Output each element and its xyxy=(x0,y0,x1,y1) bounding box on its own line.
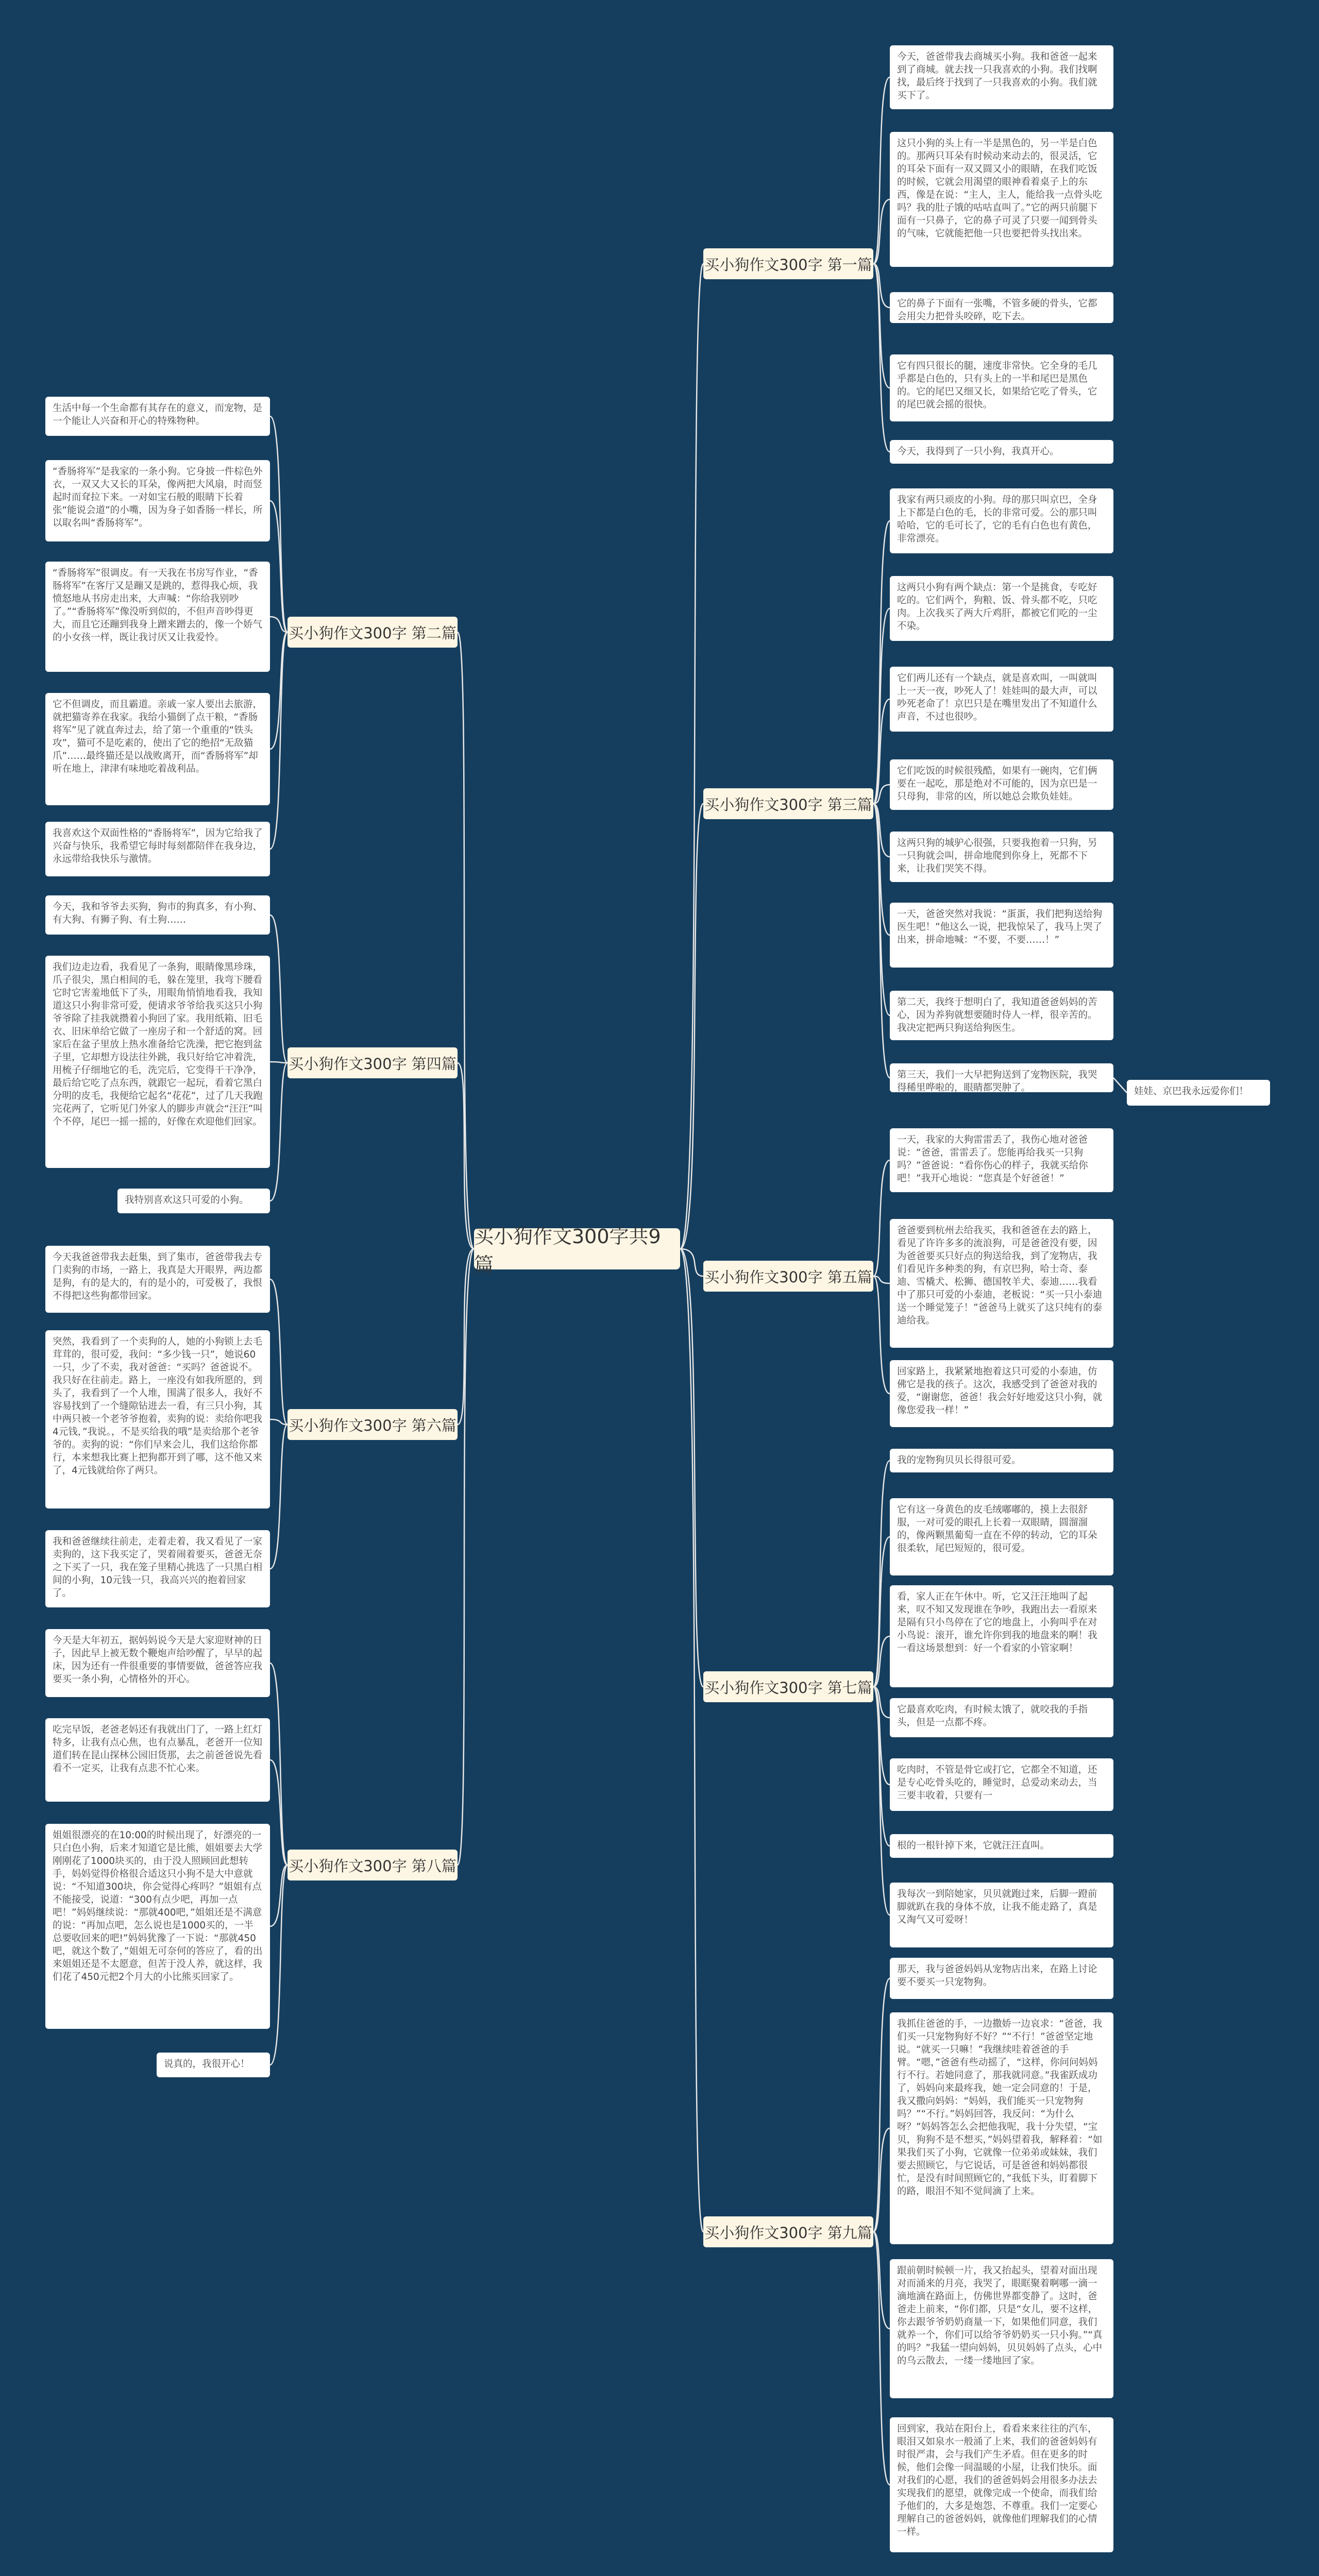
branch-link xyxy=(270,1425,288,1569)
leaf-card[interactable]: 看，家人正在午休中。听，它又汪汪地叫了起来，叹不知又发现谁在争吵，我跑出去一看原来是隔有只小鸟停在了它的地盘上，小狗叫乎在对小鸟说：滚开，谁允许你到我的地盘来的啊！我一看这场景想到：好一个看家的小管家啊！ xyxy=(890,1585,1113,1687)
leaf-card[interactable]: 一天，爸爸突然对我说：“蛋蛋，我们把狗送给狗医生吧！”他这么一说，把我惊呆了，我马上哭了出来，拼命地喊：“不要，不要……！” xyxy=(890,903,1113,968)
root-link-5 xyxy=(680,1249,703,1276)
leaf-card[interactable]: 吃肉时，不管是骨它或打它，它都全不知道，还是专心吃骨头吃的，睡觉时，总爱动来动去，当三要丰收着，只要有一 xyxy=(890,1758,1113,1811)
branch-node-4[interactable]: 买小狗作文300字 第四篇 xyxy=(288,1047,458,1078)
branch-link xyxy=(873,699,890,804)
branch-link xyxy=(873,77,890,264)
branch-link xyxy=(270,632,288,849)
branch-link xyxy=(873,1978,890,2232)
branch-link xyxy=(270,1279,288,1425)
branch-link xyxy=(873,1687,890,1915)
leaf-card[interactable]: 这两只小狗有两个缺点：第一个是挑食，专吃好吃的。它们两个，狗粮、饭、骨头都不吃，只吃肉。上次我买了两大斤鸡肝，都被它们吃的一尘不染。 xyxy=(890,576,1113,641)
branch-link xyxy=(873,264,890,452)
leaf-card[interactable]: 它们吃饭的时候很残酷，如果有一碗肉，它们俩要在一起吃，那是绝对不可能的，因为京巴是一只母狗，非常的凶，所以她总会欺负娃娃。 xyxy=(890,759,1113,810)
leaf-card[interactable]: 今天，爸爸带我去商城买小狗。我和爸爸一起来到了商城。就去找一只我喜欢的小狗。我们找啊找，最后终于找到了一只我喜欢的小狗。我们就买下了。 xyxy=(890,45,1113,109)
root-link-9 xyxy=(680,1249,703,2232)
branch-link xyxy=(270,617,288,632)
branch-node-1[interactable]: 买小狗作文300字 第一篇 xyxy=(703,248,873,279)
branch-link xyxy=(873,1687,890,1718)
leaf-card[interactable]: 爸爸要到杭州去给我买，我和爸爸在去的路上，看见了许许多多的流浪狗，可是爸爸没有要，因为爸爸要买只好点的狗送给我，到了宠物店，我们看见许多种类的狗，有京巴狗，哈士奇、泰迪、雪橇犬、松狮、德国牧羊犬、泰迪……我看中了那只可爱的小泰迪，老板说：“买一只小泰迪送一个睡觉笼子！”爸爸马上就买了这只纯有的泰迪给我。 xyxy=(890,1219,1113,1348)
branch-link xyxy=(873,2128,890,2232)
branch-link xyxy=(873,785,890,804)
branch-link xyxy=(270,416,288,632)
leaf-card[interactable]: 回到家，我站在阳台上，看看来来往往的汽车，眼泪又如泉水一般涌了上来，我们的爸爸妈妈有时很严肃，会与我们产生矛盾。但在更多的时候，他们会像一间温暖的小屋，让我们快乐。面对我们的心愿，我们的爸爸妈妈会用很多办法去实现我们的愿望，就像完成一个使命，而我们给予他们的，大多是炮怨、不尊重。我们一定要心理解自己的爸爸妈妈，就像他们理解我们的心情一样。 xyxy=(890,2417,1113,2552)
branch-link xyxy=(270,1760,288,1865)
leaf-card[interactable]: 今天，我得到了一只小狗，我真开心。 xyxy=(890,440,1113,464)
leaf-card[interactable]: 第二天，我终于想明白了，我知道爸爸妈妈的苦心，因为养狗就想要随时侍人一样，很辛苦的。我决定把两只狗送给狗医生。 xyxy=(890,991,1113,1040)
leaf-card[interactable]: 根的一根针掉下来，它就汪汪直叫。 xyxy=(890,1834,1113,1858)
branch-link xyxy=(270,1865,288,1926)
leaf-card[interactable]: 今天是大年初五，据妈妈说今天是大家迎财神的日子，因此早上被无数个鞭炮声给吵醒了，早早的起床，因为还有一件很重要的事情要做，爸爸答应我要买一条小狗，心情格外的开心。 xyxy=(45,1629,270,1697)
leaf-card[interactable]: 我的宠物狗贝贝长得很可爱。 xyxy=(890,1449,1113,1472)
branch-node-6[interactable]: 买小狗作文300字 第六篇 xyxy=(288,1409,458,1440)
leaf-card[interactable]: 吃完早饭，老爸老妈还有我就出门了，一路上红灯特多，让我有点心焦，也有点暴乱，老爸开一位知道们转在昆山探林公园旧货那，去之前爸爸说先看看不一定买，让我有点悲不忙心来。 xyxy=(45,1718,270,1802)
leaf-card[interactable]: 今天我爸爸带我去赶集，到了集市，爸爸带我去专门卖狗的市场，一路上，我真是大开眼界，两边都是狗，有的是大的，有的是小的，可爱极了，我恨不得把这些狗都带回家。 xyxy=(45,1246,270,1313)
leaf-card[interactable]: 它不但调皮，而且霸道。亲戚一家人要出去旅游，就把猫寄养在我家。我给小猫倒了点干粮，“香肠将军”见了就直奔过去，给了第一个重重的“铁头攻”，猫可不是吃素的，使出了它的绝招“无敌猫爪”……最终猫还是以战败离开，而“香肠将军”却听在地上，津津有味地吃着战利品。 xyxy=(45,693,270,805)
branch-node-2[interactable]: 买小狗作文300字 第二篇 xyxy=(288,617,458,648)
root-link-1 xyxy=(680,264,703,1249)
leaf-card[interactable]: “香肠将军”很调皮。有一天我在书房写作业，“香肠将军”在客厅又是蹦又是跳的，惹得我心烦，我愤怒地从书房走出来，大声喊：“你给我别吵了。”“香肠将军”像没听到似的，不但声音吵得更大，而且它还蹦到我身上蹭来蹭去的，像一个娇气的小女孩一样，既让我讨厌又让我爱怜。 xyxy=(45,562,270,672)
root-link-3 xyxy=(680,804,703,1249)
branch-link xyxy=(873,1461,890,1687)
branch-link xyxy=(873,2232,890,2329)
mindmap-root[interactable]: 买小狗作文300字共9篇 xyxy=(474,1228,680,1269)
leaf-card[interactable]: 今天，我和爷爷去买狗，狗市的狗真多，有小狗、有大狗、有狮子狗、有土狗…… xyxy=(45,895,270,935)
leaf-card[interactable]: 它的鼻子下面有一张嘴，不管多硬的骨头，它都会用尖力把骨头咬碎，吃下去。 xyxy=(890,292,1113,323)
branch-link xyxy=(873,2232,890,2485)
branch-node-7[interactable]: 买小狗作文300字 第七篇 xyxy=(703,1671,873,1702)
leaf-card[interactable]: 跟前朝时候顿一片，我又抬起头，望着对面出现对而涌来的月亮，我哭了，眼眶聚着啊哪一滴一滴地滴在路面上，仿佛世界都变静了。这时，爸爸走上前来，“你们都，只是“女儿，要不这样，你去跟爷爷奶奶商量一下，如果他们同意，我们就养一个，你们可以给爷爷奶奶买一只小狗。”“真的吗？”我猛一望向妈妈，贝贝妈妈了点头，心中的乌云散去，一缕一缕地回了家。 xyxy=(890,2259,1113,2398)
leaf-card[interactable]: 它有四只很长的腿，速度非常快。它全身的毛几乎都是白色的，只有头上的一半和尾巴是黑色的。它的尾巴又细又长，如果给它吃了骨头，它的尾巴就会摇的很快。 xyxy=(890,354,1113,421)
leaf-card[interactable]: 它们两儿还有一个缺点，就是喜欢叫，一叫就叫上一天一夜，吵死人了！娃娃叫的最大声，可以吵死老命了！京巴只是在嘴里发出了不知道什么声音，不过也很吵。 xyxy=(890,667,1113,732)
root-link-6 xyxy=(458,1249,474,1425)
branch-link xyxy=(873,804,890,1015)
root-link-8 xyxy=(458,1249,474,1865)
leaf-card[interactable]: 那天，我与爸爸妈妈从宠物店出来，在路上讨论要不要买一只宠物狗。 xyxy=(890,1958,1113,1999)
branch-link xyxy=(270,501,288,632)
branch-node-9[interactable]: 买小狗作文300字 第九篇 xyxy=(703,2216,873,2247)
leaf-link xyxy=(1113,1078,1127,1093)
leaf-card[interactable]: 第三天，我们一大早把狗送到了宠物医院，我哭得稀里哗啦的，眼睛都哭肿了。 xyxy=(890,1063,1113,1092)
leaf-card[interactable]: 回家路上，我紧紧地抱着这只可爱的小泰迪，仿佛它是我的孩子。这次，我感受到了爸爸对我的爱，“谢谢您，爸爸！我会好好地爱这只小狗，就像您爱我一样！” xyxy=(890,1360,1113,1427)
branch-link xyxy=(270,1063,288,1201)
branch-link xyxy=(270,1865,288,2065)
leaf-card[interactable]: 生活中每一个生命都有其存在的意义，而宠物，是一个能让人兴奋和开心的特殊物种。 xyxy=(45,397,270,436)
tail-card[interactable]: 我特别喜欢这只可爱的小狗。 xyxy=(117,1189,270,1213)
branch-link xyxy=(270,1419,288,1425)
root-link-2 xyxy=(458,632,474,1249)
leaf-card[interactable]: 它有这一身黄色的皮毛绒嘟嘟的，摸上去很舒服，一对可爱的眼孔上长着一双眼睛，圆溜溜的，像两颗黑葡萄一直在不停的转动，它的耳朵很柔软，尾巴短短的，很可爱。 xyxy=(890,1498,1113,1575)
tail-card[interactable]: 说真的，我很开心！ xyxy=(157,2053,270,2077)
branch-link xyxy=(270,915,288,1063)
leaf-card[interactable]: 姐姐很漂亮的在10:00的时候出现了，好漂亮的一只白色小狗，后来才知道它是比熊，姐姐要去大学刚刚花了1000块买的，由于没人照顾回此想转手，妈妈觉得价格很合适这只小狗不是大中意就说：“不知道300块，你会觉得心疼吗？”姐姐有点不能接受，说道：“300有点少吧，再加一点吧！”妈妈继续说：“那就400吧，”姐姐还是不满意的说：“再加点吧，怎么说也是1000买的，一半总要收回来的吧!”妈妈犹豫了一下说：“那就450吧，就这个数了，”姐姐无可奈何的答应了，看的出来姐姐还是不太愿意，但苦于没人养，就这样，我们花了450元把2个月大的小比熊买回家了。 xyxy=(45,1824,270,2029)
branch-link xyxy=(873,264,890,308)
branch-link xyxy=(873,608,890,804)
branch-link xyxy=(873,521,890,804)
root-link-4 xyxy=(458,1063,474,1249)
branch-link xyxy=(873,804,890,857)
leaf-card[interactable]: 一天，我家的大狗雷雷丢了，我伤心地对爸爸说：“爸爸，雷雷丢了。您能再给我买一只狗吗？”爸爸说：“看你伤心的样子，我就买给你吧！”我开心地说：“您真是个好爸爸！” xyxy=(890,1128,1113,1192)
leaf-card[interactable]: 我喜欢这个双面性格的“香肠将军”，因为它给我了兴奋与快乐，我希望它每时每刻都陪伴在我身边，永远带给我快乐与激情。 xyxy=(45,822,270,876)
branch-link xyxy=(873,1537,890,1687)
branch-link xyxy=(873,1276,890,1394)
leaf-card[interactable]: 我每次一到陪她家，贝贝就跑过来，后脚一蹬前脚就趴在我的身体不放，让我不能走路了，真是又淘气又可爱呀！ xyxy=(890,1883,1113,1947)
leaf-card[interactable]: 这两只狗的城驴心很强，只要我抱着一只狗，另一只狗就会叫，拼命地爬到你身上，死都不下来，让我们哭笑不得。 xyxy=(890,832,1113,882)
leaf-card[interactable]: 突然，我看到了一个卖狗的人，她的小狗锁上去毛茸茸的，很可爱，我问：“多少钱一只”，她说60一只，少了不卖，我对爸爸：“买吗？爸爸说不。我只好在往前走。路上，一座没有如我所愿的，到头了，我看到了一个人堆，围满了很多人，我好不容易找到了一个缝隙钻进去一看，有三只小狗，其中两只被一个老爷爷抱着，卖狗的说：卖给你吧我4元钱，”我说。，不是买给我的哦”是卖给那个老爷爷的。卖狗的说：“你们早来会儿，我们这给你都行，本来想我比赛上把狗都开到了哪，这不他又来了，4元钱就给你了两只。 xyxy=(45,1330,270,1509)
leaf-card[interactable]: 我家有两只顽皮的小狗。母的那只叫京巴，全身上下都是白色的毛，长的非常可爱。公的那只叫哈哈，它的毛可长了，它的毛有白色也有黄色，非常漂亮。 xyxy=(890,488,1113,553)
branch-link xyxy=(270,1062,288,1063)
branch-link xyxy=(873,264,890,388)
branch-link xyxy=(873,1687,890,1785)
leaf-card[interactable]: 这只小狗的头上有一半是黑色的，另一半是白色的。那两只耳朵有时候动来动去的，很灵活，它的耳朵下面有一双又圆又小的眼睛，在我们吃饭的时候，它就会用渴望的眼神看着桌子上的东西，像是在说：“主人，主人，能给我一点骨头吃吗？我的肚子饿的咕咕直叫了。”它的两只前腿下面有一只鼻子，它的鼻子可灵了只要一闻到骨头的气味，它就能把他一只也要把骨头找出来。 xyxy=(890,132,1113,267)
leaf-card[interactable]: 它最喜欢吃肉，有时候太饿了，就咬我的手指头，但是一点都不疼。 xyxy=(890,1698,1113,1737)
leaf-card[interactable]: 我和爸爸继续往前走，走着走着，我又看见了一家卖狗的，这下我买定了，哭着闹着要买，爸爸无奈之下买了一只，我在笼子里精心挑选了一只黑白相间的小狗，10元钱一只，我高兴兴的抱着回家了。 xyxy=(45,1530,270,1607)
branch-link xyxy=(873,1276,890,1283)
leaf-card[interactable]: 我们边走边看，我看见了一条狗，眼睛像黑珍珠，爪子很尖，黑白相间的毛，躲在笼里，我弯下腰看它时它害羞地低下了头，用眼角悄悄地看我，我知道这只小狗非常可爱，便请求爷爷给我买这只小狗爷爷除了挂我就攒着小狗回了家。我用纸箱、旧毛衣、旧床单给它做了一座房子和一个舒适的窝。回家后在盆子里放上热水准备给它洗澡，把它抱到盆子里，它却想方设法往外跳，我只好给它冲着洗，用梳子仔细地它的毛，洗完后，它变得干干净净，最后给它吃了点东西，就跟它一起玩，看着它黑白分明的皮毛，我便给它起名“花花”，过了几天我跑完花两了，它听见门外家人的脚步声就会“汪汪”叫个不停，尾巴一摇一摇的，好像在欢迎他们回家。 xyxy=(45,956,270,1168)
branch-link xyxy=(873,1160,890,1276)
root-link-7 xyxy=(680,1249,703,1687)
branch-node-8[interactable]: 买小狗作文300字 第八篇 xyxy=(288,1850,458,1880)
branch-link xyxy=(270,1663,288,1865)
branch-link xyxy=(873,804,890,1078)
leaf-card[interactable]: 我抓住爸爸的手，一边撒娇一边哀求：“爸爸，我们买一只宠物狗好不好？”“不行！”爸爸坚定地说。“就买一只嘛！”我继续哇着爸爸的手臂。“嗯，”爸爸有些动摇了，“这样，你问问妈妈行不行。若她同意了，那我就同意。”我雀跃成功了，妈妈向来最疼我，她一定会同意的！于是，我又撒向妈妈：“妈妈，我们能买一只宠物狗吗？”“不行。”妈妈回答，我反问：“为什么呀？”妈妈答怎么会把他我呢，我十分失望，“宝贝，狗狗不是不想买，”妈妈望着我，解释着：“如果我们买了小狗，它就像一位弟弟或妹妹，我们要去照顾它，与它说话，可是爸爸和妈妈都很忙，是没有时间照顾它的，”我低下头，盯着脚下的路，眼泪不知不觉间滴了上来。 xyxy=(890,2012,1113,2244)
branch-link xyxy=(873,1636,890,1687)
leaf-card[interactable]: “香肠将军”是我家的一条小狗。它身披一件棕色外衣，一双又大又长的耳朵，像两把大风扇，时而竖起时而耷拉下来。一对如宝石般的眼睛下长着张“能说会道”的小嘴，因为身子如香肠一样长，所以取名叫“香肠将军”。 xyxy=(45,460,270,541)
branch-link xyxy=(873,199,890,264)
branch-link xyxy=(270,632,288,749)
extra-leaf-card[interactable]: 娃娃、京巴我永远爱你们！ xyxy=(1127,1080,1270,1106)
branch-node-5[interactable]: 买小狗作文300字 第五篇 xyxy=(703,1261,873,1292)
branch-link xyxy=(873,804,890,935)
branch-node-3[interactable]: 买小狗作文300字 第三篇 xyxy=(703,788,873,819)
branch-link xyxy=(873,1687,890,1846)
